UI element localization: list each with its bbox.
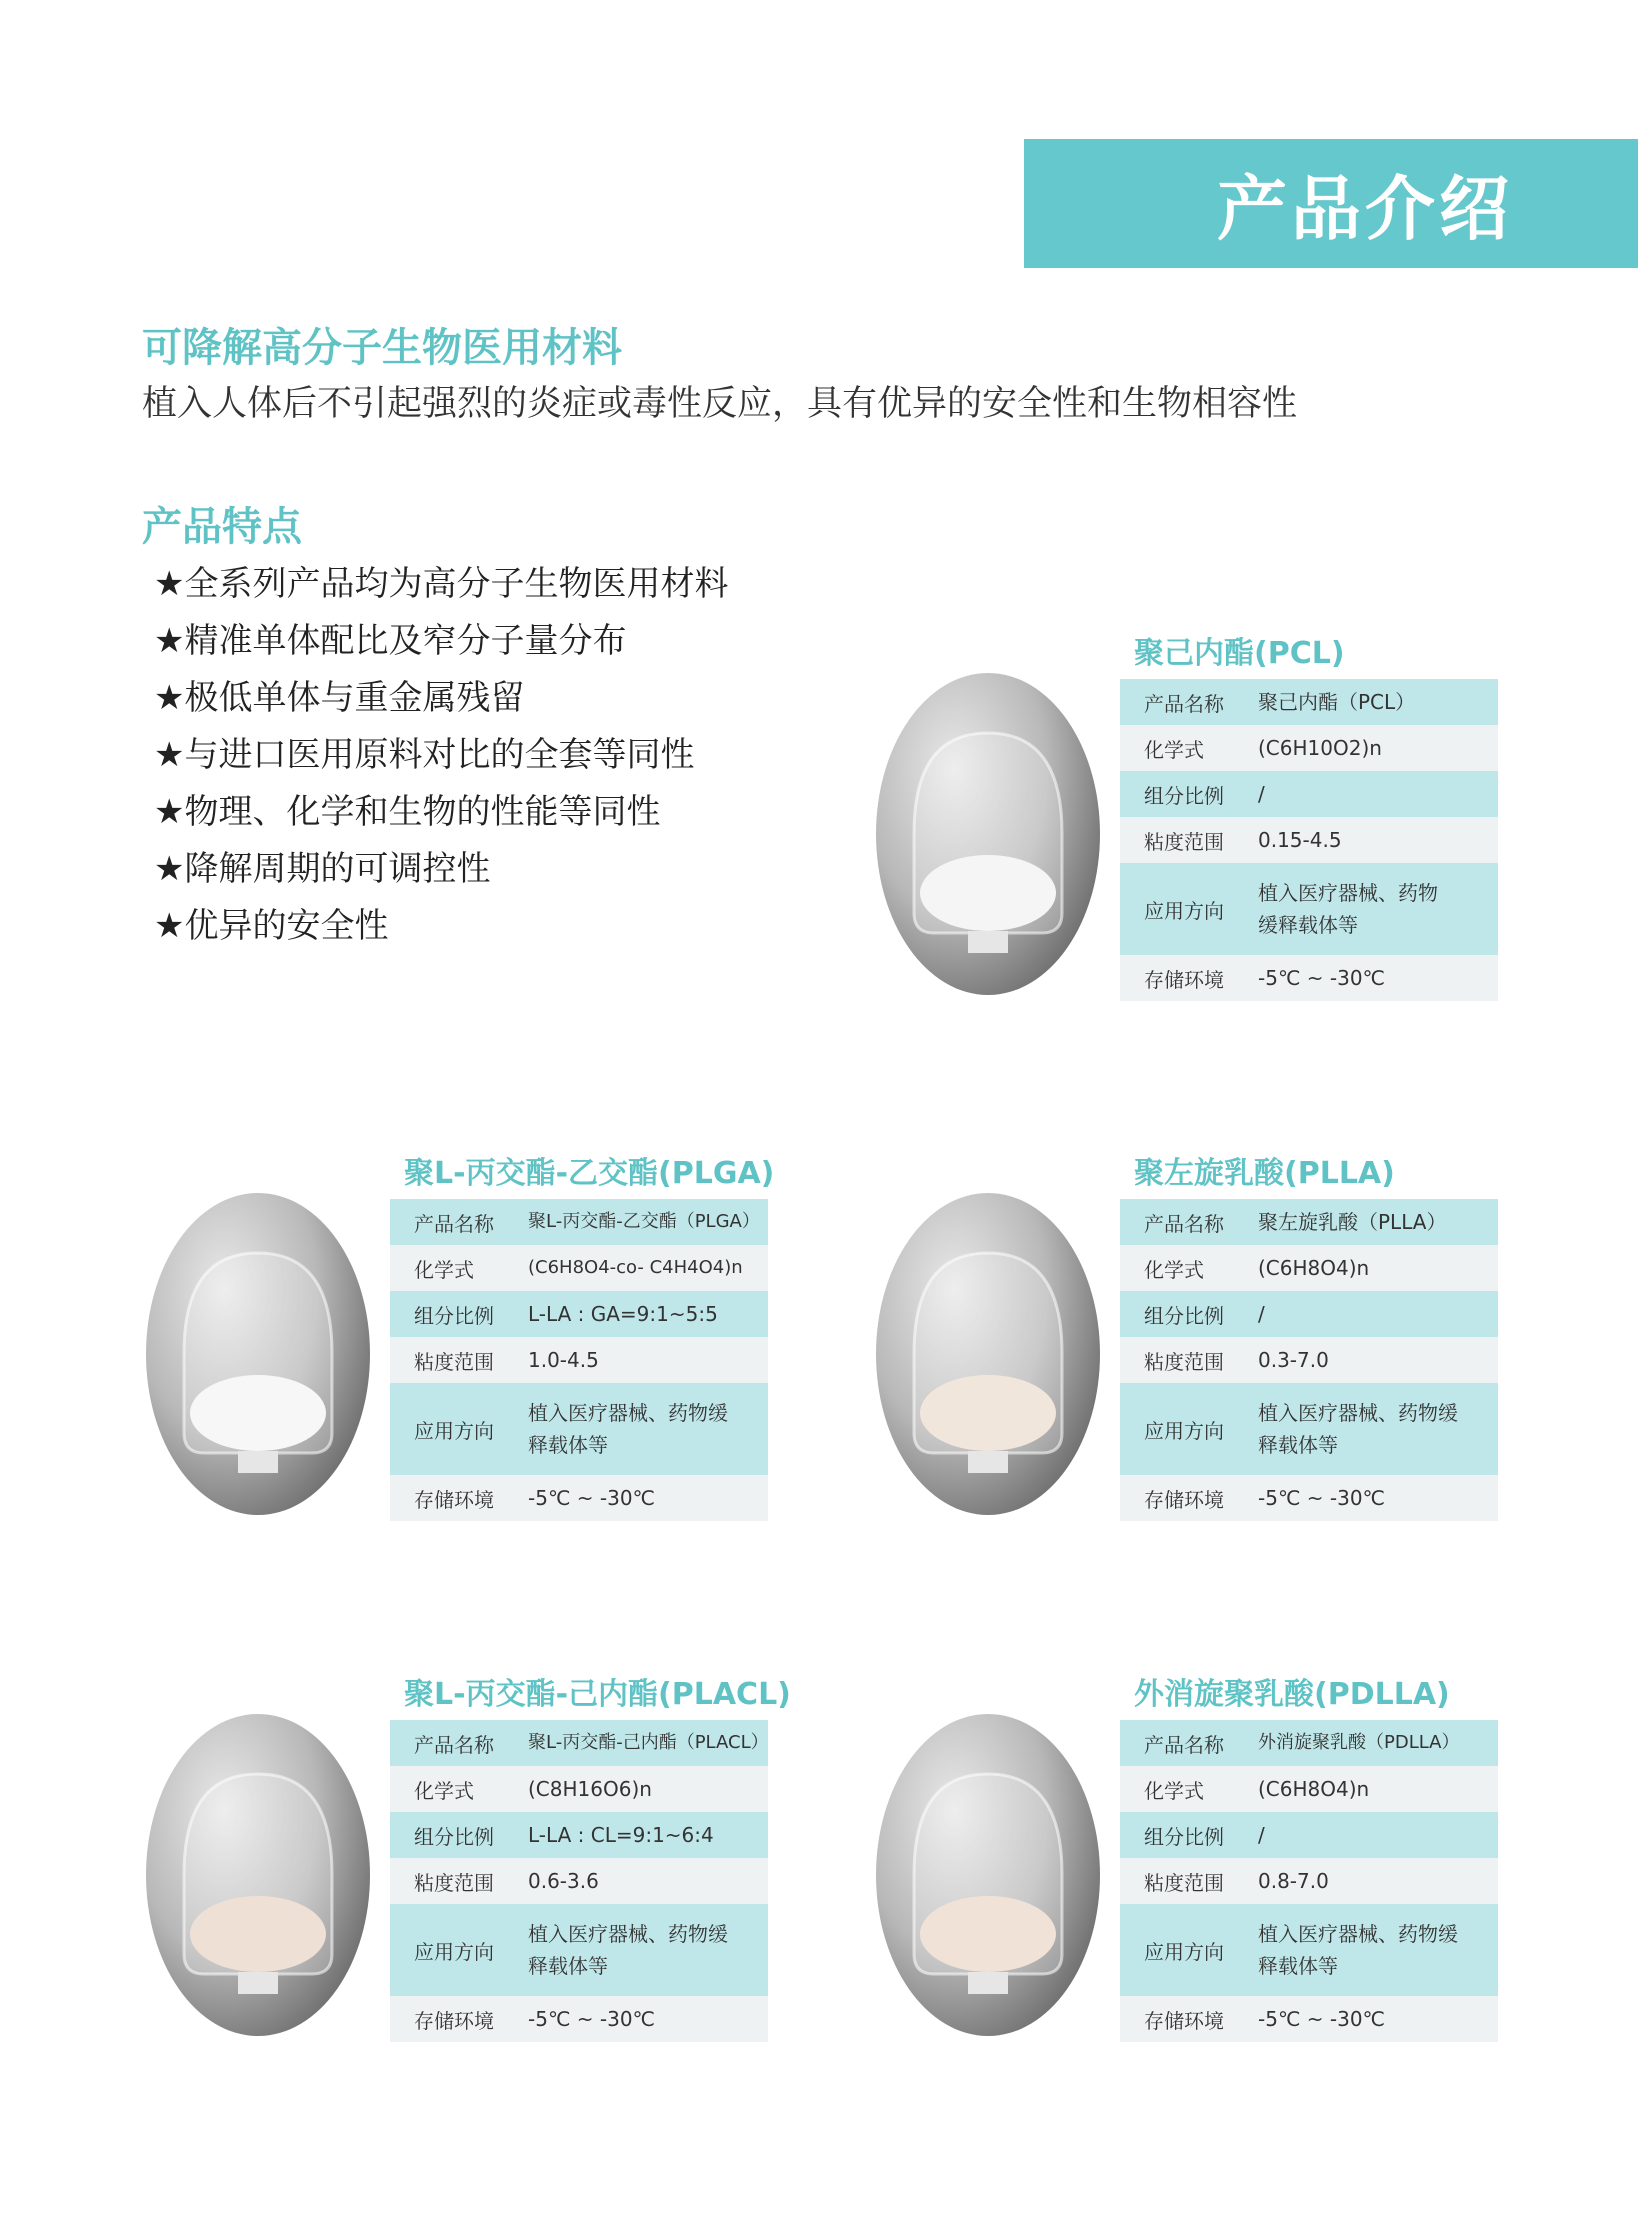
spec-value: 聚己内酯（PCL） bbox=[1258, 690, 1416, 714]
spec-value: (C6H10O2)n bbox=[1258, 736, 1382, 760]
spec-row-storage bbox=[1120, 955, 1498, 1001]
product-title: 聚左旋乳酸(PLLA) bbox=[1134, 1156, 1395, 1191]
spec-row-formula bbox=[1120, 1766, 1498, 1812]
sample-bottle-icon bbox=[174, 1764, 342, 1994]
spec-row-ratio bbox=[1120, 1291, 1498, 1337]
spec-value: -5℃ ~ -30℃ bbox=[1258, 1486, 1386, 1510]
spec-label: 应用方向 bbox=[1144, 898, 1224, 923]
spec-value: L-LA : GA=9:1~5:5 bbox=[528, 1302, 718, 1326]
spec-row-viscosity bbox=[390, 1337, 768, 1383]
product-photo-plga bbox=[146, 1193, 370, 1515]
spec-row-formula bbox=[390, 1766, 768, 1812]
spec-table bbox=[1120, 679, 1498, 1001]
feature-item: ★极低单体与重金属残留 bbox=[154, 678, 525, 718]
spec-row-formula bbox=[1120, 725, 1498, 771]
sample-bottle-icon bbox=[904, 1243, 1072, 1473]
spec-table bbox=[1120, 1720, 1498, 2042]
spec-row-name bbox=[390, 1720, 768, 1766]
product-photo-placl bbox=[146, 1714, 370, 2036]
spec-label: 组分比例 bbox=[1144, 1303, 1224, 1328]
spec-row-viscosity bbox=[1120, 817, 1498, 863]
spec-value: -5℃ ~ -30℃ bbox=[1258, 2007, 1386, 2031]
feature-item: ★物理、化学和生物的性能等同性 bbox=[154, 792, 661, 832]
spec-label: 应用方向 bbox=[1144, 1418, 1224, 1443]
spec-row-application bbox=[390, 1904, 768, 1996]
spec-label: 产品名称 bbox=[1144, 1211, 1224, 1236]
product-card-placl bbox=[146, 1675, 791, 2065]
spec-label: 产品名称 bbox=[1144, 691, 1224, 716]
spec-table bbox=[1120, 1199, 1498, 1521]
spec-label: 产品名称 bbox=[1144, 1732, 1224, 1757]
spec-label: 应用方向 bbox=[1144, 1939, 1224, 1964]
spec-label: 组分比例 bbox=[414, 1303, 494, 1328]
spec-row-ratio bbox=[1120, 1812, 1498, 1858]
spec-value: 0.6-3.6 bbox=[528, 1869, 599, 1893]
spec-value: (C8H16O6)n bbox=[528, 1777, 652, 1801]
spec-row-storage bbox=[390, 1475, 768, 1521]
spec-row-application bbox=[390, 1383, 768, 1475]
spec-label: 产品名称 bbox=[414, 1211, 494, 1236]
product-card-pcl bbox=[876, 634, 1496, 1024]
spec-row-ratio bbox=[1120, 771, 1498, 817]
spec-value: 聚L-丙交酯-乙交酯（PLGA） bbox=[528, 1211, 760, 1232]
spec-value: / bbox=[1258, 782, 1265, 806]
spec-label: 化学式 bbox=[414, 1778, 474, 1803]
product-title: 聚L-丙交酯-己内酯(PLACL) bbox=[404, 1677, 791, 1712]
spec-row-storage bbox=[390, 1996, 768, 2042]
spec-label: 存储环境 bbox=[1144, 1487, 1224, 1512]
spec-value: (C6H8O4)n bbox=[1258, 1777, 1370, 1801]
spec-value: (C6H8O4-co- C4H4O4)n bbox=[528, 1257, 743, 1278]
spec-value: 外消旋聚乳酸（PDLLA） bbox=[1258, 1732, 1460, 1753]
spec-value: (C6H8O4)n bbox=[1258, 1256, 1370, 1280]
spec-row-application bbox=[1120, 863, 1498, 955]
spec-value: / bbox=[1258, 1302, 1265, 1326]
spec-row-viscosity bbox=[1120, 1858, 1498, 1904]
spec-label: 粘度范围 bbox=[414, 1870, 494, 1895]
spec-table bbox=[390, 1720, 768, 2042]
feature-item: ★全系列产品均为高分子生物医用材料 bbox=[154, 564, 729, 604]
spec-value: 1.0-4.5 bbox=[528, 1348, 599, 1372]
spec-label: 组分比例 bbox=[414, 1824, 494, 1849]
sample-bottle-icon bbox=[904, 723, 1072, 953]
spec-row-ratio bbox=[390, 1291, 768, 1337]
product-photo-plla bbox=[876, 1193, 1100, 1515]
spec-label: 存储环境 bbox=[414, 2008, 494, 2033]
header-banner bbox=[1024, 139, 1638, 268]
spec-label: 化学式 bbox=[1144, 1778, 1204, 1803]
features-list bbox=[154, 556, 728, 955]
spec-value: 聚L-丙交酯-己内酯（PLACL） bbox=[528, 1732, 769, 1753]
product-card-plla bbox=[876, 1154, 1496, 1544]
intro-description: 植入人体后不引起强烈的炎症或毒性反应，具有优异的安全性和生物相容性 bbox=[142, 384, 1298, 424]
spec-row-application bbox=[1120, 1383, 1498, 1475]
intro-subtitle: 可降解高分子生物医用材料 bbox=[142, 325, 622, 371]
spec-value: L-LA : CL=9:1~6:4 bbox=[528, 1823, 714, 1847]
spec-row-name bbox=[1120, 1199, 1498, 1245]
spec-value: / bbox=[1258, 1823, 1265, 1847]
features-title: 产品特点 bbox=[142, 504, 302, 550]
spec-row-name bbox=[390, 1199, 768, 1245]
product-photo-pcl bbox=[876, 673, 1100, 995]
spec-row-viscosity bbox=[1120, 1337, 1498, 1383]
product-card-pdlla bbox=[876, 1675, 1496, 2065]
product-photo-pdlla bbox=[876, 1714, 1100, 2036]
spec-label: 粘度范围 bbox=[1144, 1349, 1224, 1374]
spec-label: 化学式 bbox=[414, 1257, 474, 1282]
feature-item: ★降解周期的可调控性 bbox=[154, 849, 491, 889]
feature-item: ★优异的安全性 bbox=[154, 906, 389, 946]
spec-label: 应用方向 bbox=[414, 1939, 494, 1964]
spec-value: 0.15-4.5 bbox=[1258, 828, 1342, 852]
spec-value: -5℃ ~ -30℃ bbox=[1258, 966, 1386, 990]
feature-item: ★与进口医用原料对比的全套等同性 bbox=[154, 735, 695, 775]
spec-value: -5℃ ~ -30℃ bbox=[528, 1486, 656, 1510]
spec-label: 存储环境 bbox=[1144, 967, 1224, 992]
sample-bottle-icon bbox=[174, 1243, 342, 1473]
spec-value: 0.8-7.0 bbox=[1258, 1869, 1329, 1893]
spec-value: -5℃ ~ -30℃ bbox=[528, 2007, 656, 2031]
spec-label: 存储环境 bbox=[1144, 2008, 1224, 2033]
spec-value: 聚左旋乳酸（PLLA） bbox=[1258, 1210, 1447, 1234]
spec-row-storage bbox=[1120, 1996, 1498, 2042]
product-title: 外消旋聚乳酸(PDLLA) bbox=[1134, 1677, 1450, 1712]
spec-value: 0.3-7.0 bbox=[1258, 1348, 1329, 1372]
page-title: 产品介绍 bbox=[1217, 168, 1513, 250]
spec-label: 粘度范围 bbox=[1144, 1870, 1224, 1895]
spec-value: 植入医疗器械、药物缓释载体等 bbox=[528, 1922, 728, 1978]
spec-row-formula bbox=[1120, 1245, 1498, 1291]
spec-row-formula bbox=[390, 1245, 768, 1291]
spec-label: 粘度范围 bbox=[414, 1349, 494, 1374]
spec-row-storage bbox=[1120, 1475, 1498, 1521]
spec-label: 应用方向 bbox=[414, 1418, 494, 1443]
spec-row-name bbox=[1120, 1720, 1498, 1766]
feature-item: ★精准单体配比及窄分子量分布 bbox=[154, 621, 627, 661]
spec-label: 组分比例 bbox=[1144, 783, 1224, 808]
spec-value: 植入医疗器械、药物缓释载体等 bbox=[528, 1401, 728, 1457]
product-card-plga bbox=[146, 1154, 775, 1544]
spec-row-ratio bbox=[390, 1812, 768, 1858]
product-title: 聚己内酯(PCL) bbox=[1134, 636, 1345, 671]
spec-label: 化学式 bbox=[1144, 737, 1204, 762]
spec-value: 植入医疗器械、药物缓释载体等 bbox=[1258, 1922, 1458, 1978]
sample-bottle-icon bbox=[904, 1764, 1072, 1994]
spec-row-application bbox=[1120, 1904, 1498, 1996]
spec-value: 植入医疗器械、药物缓释载体等 bbox=[1258, 881, 1438, 937]
spec-label: 产品名称 bbox=[414, 1732, 494, 1757]
spec-label: 粘度范围 bbox=[1144, 829, 1224, 854]
product-title: 聚L-丙交酯-乙交酯(PLGA) bbox=[404, 1156, 775, 1191]
spec-label: 组分比例 bbox=[1144, 1824, 1224, 1849]
spec-row-viscosity bbox=[390, 1858, 768, 1904]
spec-row-name bbox=[1120, 679, 1498, 725]
spec-table bbox=[390, 1199, 768, 1521]
spec-label: 化学式 bbox=[1144, 1257, 1204, 1282]
spec-value: 植入医疗器械、药物缓释载体等 bbox=[1258, 1401, 1458, 1457]
spec-label: 存储环境 bbox=[414, 1487, 494, 1512]
